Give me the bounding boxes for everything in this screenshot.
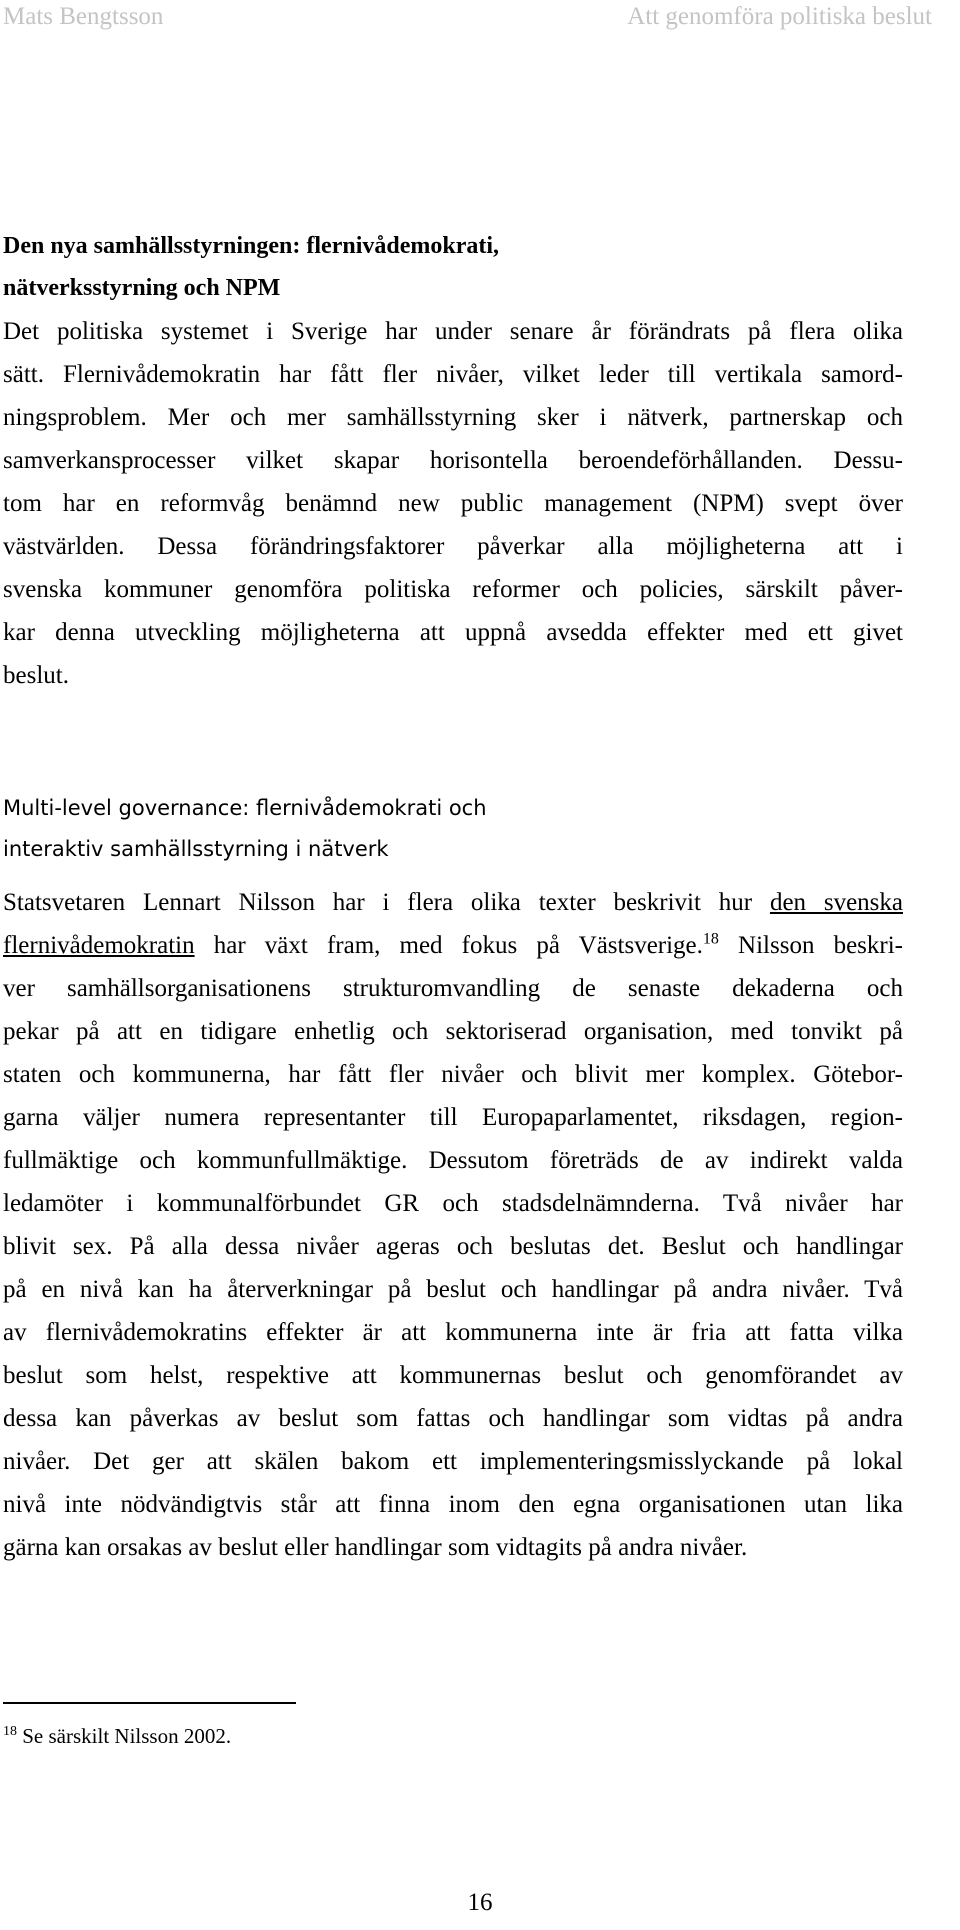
paragraph-line: västvärlden. Dessa förändringsfaktorer påverkar alla möjligheterna att i (3, 533, 903, 560)
paragraph-line: svenska kommuner genomföra politiska reformer och policies, särskilt påver- (3, 576, 903, 603)
paragraph-line: fullmäktige och kommunfullmäktige. Dessutom företräds de av indirekt valda (3, 1147, 903, 1174)
subsection-heading: interaktiv samhällsstyrning i nätverk (3, 837, 389, 861)
footnote-divider (3, 1702, 296, 1704)
paragraph-line: ningsproblem. Mer och mer samhällsstyrning sker i nätverk, partnerskap och (3, 404, 903, 431)
line-text: Statsvetaren Lennart Nilsson har i flera olika texter beskrivit hur (3, 889, 770, 916)
paragraph-line: sätt. Flernivådemokratin har fått fler nivåer, vilket leder till vertikala samord- (3, 361, 903, 388)
paragraph-line: tom har en reformvåg benämnd new public management (NPM) svept över (3, 490, 903, 517)
paragraph-line: kar denna utveckling möjligheterna att uppnå avsedda effekter med ett givet (3, 619, 903, 646)
line-text: har växt fram, med fokus på Västsverige. (194, 932, 703, 959)
paragraph-line: Det politiska systemet i Sverige har under senare år förändrats på flera olika (3, 318, 903, 345)
page-number: 16 (467, 1889, 493, 1916)
paragraph-line: ver samhällsorganisationens strukturomvandling de senaste dekaderna och (3, 975, 903, 1002)
paragraph-line: garna väljer numera representanter till Europaparlamentet, riksdagen, region- (3, 1104, 903, 1131)
paragraph-line: beslut som helst, respektive att kommunernas beslut och genomförandet av (3, 1362, 903, 1389)
link-den-svenska[interactable]: den svenska (769, 889, 904, 916)
paragraph-line (3, 926, 903, 966)
footnote (3, 1721, 231, 1751)
header-title: Att genomföra politiska beslut (627, 3, 932, 30)
paragraph-line: på en nivå kan ha återverkningar på beslut och handlingar på andra nivåer. Två (3, 1276, 903, 1303)
paragraph-line: nivå inte nödvändigtvis står att finna inom den egna organisationen utan lika (3, 1491, 903, 1518)
line-text: Nilsson beskri- (718, 932, 904, 959)
footnote-text: Se särskilt Nilsson 2002. (17, 1724, 232, 1748)
footnote-ref[interactable]: 18 (702, 930, 719, 948)
header-author: Mats Bengtsson (3, 3, 164, 30)
section-heading: Den nya samhällsstyrningen: flernivådemokrati, (3, 233, 500, 259)
paragraph-line: pekar på att en tidigare enhetlig och sektoriserad organisation, med tonvikt på (3, 1018, 903, 1045)
paragraph-line: beslut. (3, 662, 69, 689)
paragraph-line: gärna kan orsakas av beslut eller handlingar som vidtagits på andra nivåer. (3, 1534, 748, 1561)
paragraph-line: av flernivådemokratins effekter är att kommunerna inte är fria att fatta vilka (3, 1319, 903, 1346)
paragraph-line (3, 883, 903, 923)
paragraph-line: blivit sex. På alla dessa nivåer ageras och beslutas det. Beslut och handlingar (3, 1233, 903, 1260)
footnote-number: 18 (3, 1724, 17, 1739)
paragraph-line: dessa kan påverkas av beslut som fattas och handlingar som vidtas på andra (3, 1405, 903, 1432)
subsection-heading: Multi-level governance: flernivådemokrati och (3, 796, 487, 820)
paragraph-line: nivåer. Det ger att skälen bakom ett implementeringsmisslyckande på lokal (3, 1448, 903, 1475)
paragraph-line: staten och kommunerna, har fått fler nivåer och blivit mer komplex. Götebor- (3, 1061, 903, 1088)
paragraph-line: ledamöter i kommunalförbundet GR och stadsdelnämnderna. Två nivåer har (3, 1190, 903, 1217)
paragraph-line: samverkansprocesser vilket skapar horisontella beroendeförhållanden. Dessu- (3, 447, 903, 474)
link-flernivademokratin[interactable]: flernivådemokratin (3, 932, 195, 959)
section-heading: nätverksstyrning och NPM (3, 275, 281, 301)
